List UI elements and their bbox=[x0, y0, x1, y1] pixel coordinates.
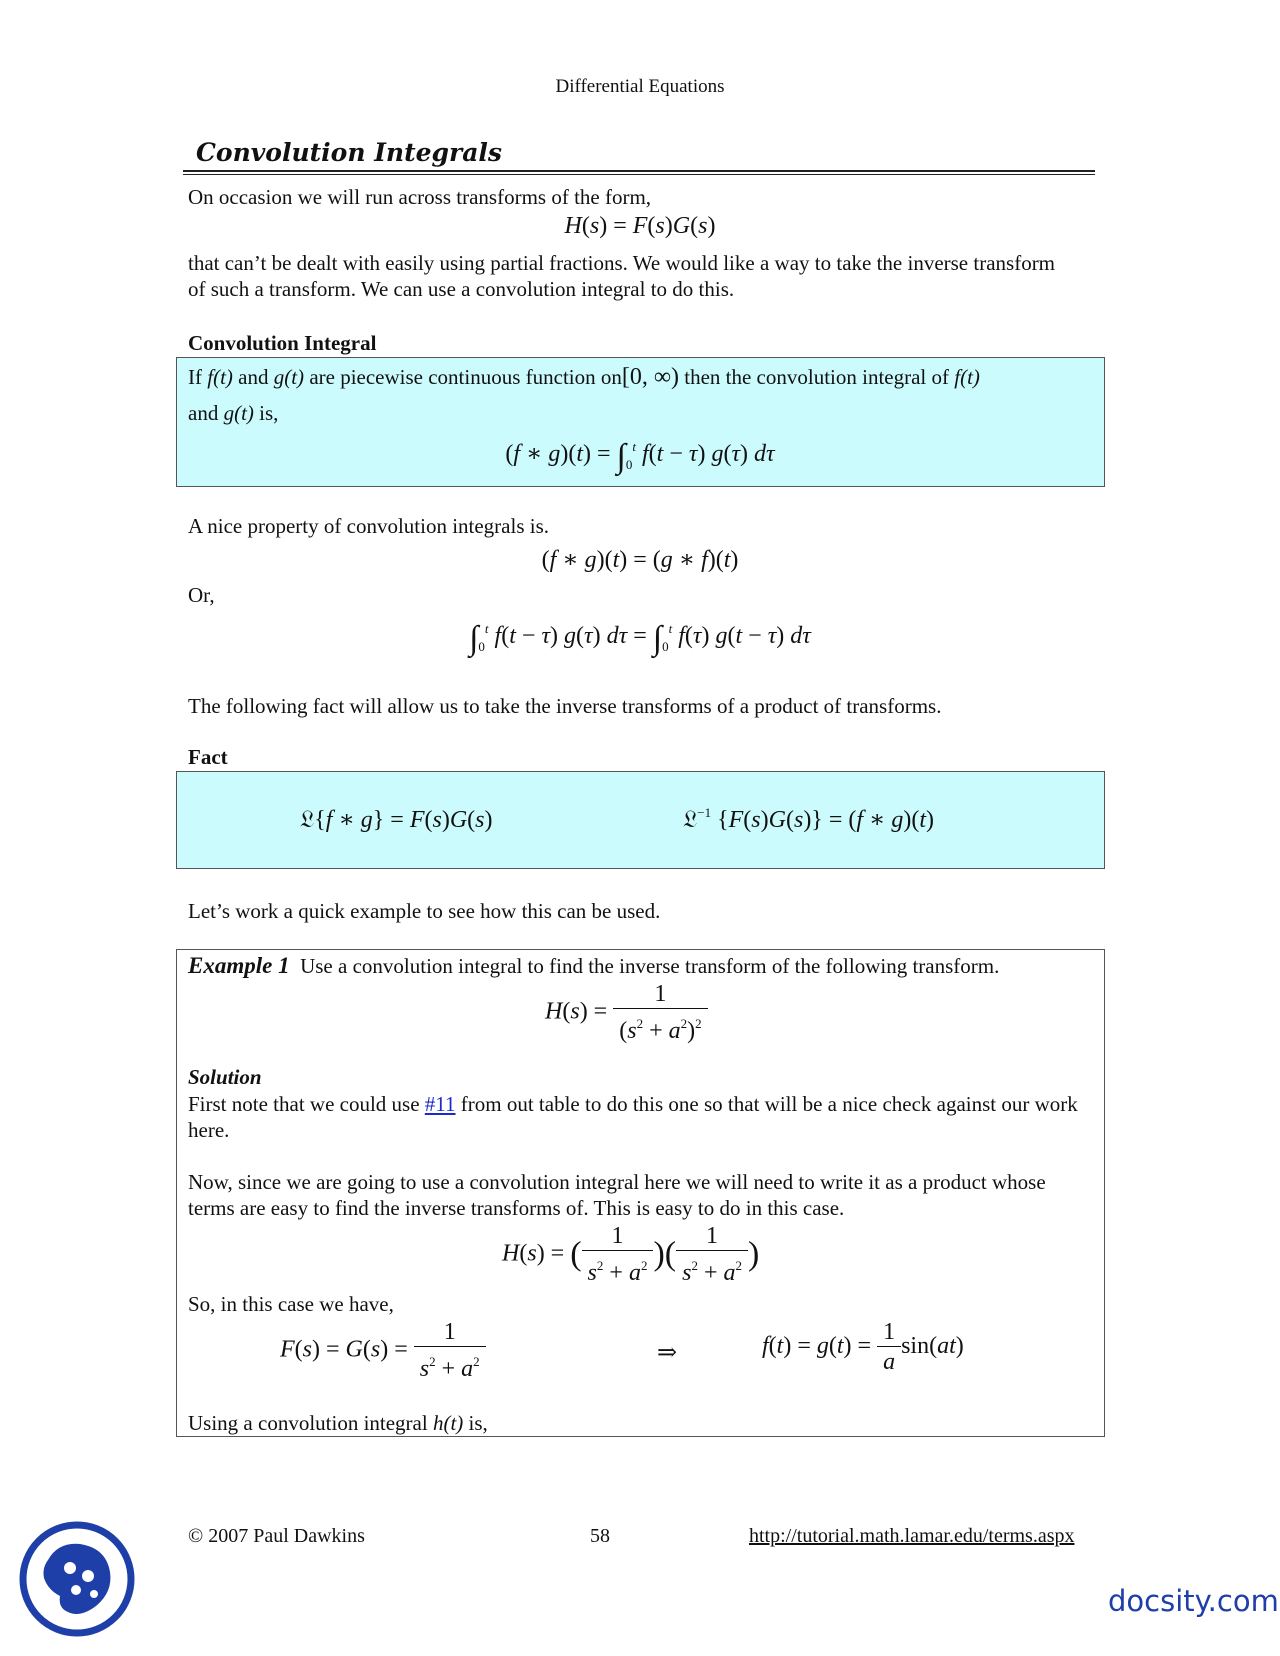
so-line: So, in this case we have, bbox=[188, 1292, 394, 1316]
using-line: Using a convolution integral h(t) is, bbox=[188, 1411, 488, 1435]
example-prompt-line: Example 1 Use a convolution integral to find the inverse transform of the following transform. bbox=[188, 953, 1000, 978]
h-product-formula: H(s) = ( $\frac{1}{s^2 + a^2}$ )( $\frac{1}{s^2 + a^2}$ ) bbox=[502, 1223, 760, 1286]
fg-time-formula: f(t) = g(t) = $\frac{1}{a}$ sin(at) bbox=[762, 1319, 964, 1375]
section-title: Convolution Integrals bbox=[196, 138, 502, 167]
intro-paragraph: that can’t be dealt with easily using partial fractions. We would like a way to take the inverse transform of such a transform. We can use a convolution integral to do this. bbox=[188, 251, 1056, 301]
solution-paragraph-2: Now, since we are going to use a convolution integral here we will need to write it as a product whose terms are easy to find the inverse transforms of. This is easy to do in this case. bbox=[188, 1170, 1046, 1220]
definition-heading: Convolution Integral bbox=[188, 331, 377, 355]
commutative-formula: (f ∗ g)(t) = (g ∗ f)(t) bbox=[541, 547, 739, 573]
docsity-brand-text: docsity.com bbox=[1108, 1584, 1279, 1618]
integral-equality-formula: $\int_0^t$ f(t − τ) g(τ) $d\tau = \int_0^t$ f(τ) g(t − τ) dτ bbox=[469, 620, 811, 657]
property-line: A nice property of convolution integrals is. bbox=[188, 514, 550, 538]
or-label: Or, bbox=[188, 583, 215, 607]
convolution-formula: (f ∗ $g)(t) = \int_0^t$ f(t − τ) g(τ) dτ bbox=[505, 438, 775, 475]
example-label: Example 1 bbox=[188, 953, 290, 978]
page-header-title: Differential Equations bbox=[555, 76, 725, 97]
fact-formula-laplace: 𝔏{f ∗ g} = F(s)G(s) bbox=[300, 807, 493, 833]
definition-text-line2: and g(t) is, bbox=[188, 401, 279, 425]
fact-heading: Fact bbox=[188, 745, 228, 769]
implies-arrow: ⇒ bbox=[657, 1340, 678, 1366]
footer-page-number: 58 bbox=[590, 1525, 610, 1547]
definition-text-line1: If f(t) and g(t) are piecewise continuous function on[0, ∞) then the convolution integral of f(t) bbox=[188, 364, 980, 390]
intro-line: On occasion we will run across transforms of the form, bbox=[188, 185, 652, 209]
formula-h-equals-fg: H(s) = F(s)G(s) bbox=[564, 213, 716, 239]
solution-heading: Solution bbox=[188, 1065, 262, 1089]
table-entry-11-link[interactable]: #11 bbox=[424, 1092, 456, 1116]
solution-paragraph-1: First note that we could use #11 from out table to do this one so that will be a nice check against our work here. bbox=[188, 1092, 1078, 1142]
footer-copyright: © 2007 Paul Dawkins bbox=[188, 1525, 365, 1547]
interval: [0, ∞) bbox=[621, 364, 679, 390]
example-h-formula: H(s) = $\frac{1}{(s^2 + a^2)^2}$ bbox=[545, 980, 708, 1046]
example-intro: Let’s work a quick example to see how this can be used. bbox=[188, 899, 661, 923]
title-rule bbox=[183, 170, 1095, 175]
footer-terms-link[interactable]: http://tutorial.math.lamar.edu/terms.aspx bbox=[749, 1525, 1075, 1547]
fact-formula-inverse: 𝔏$^{-1}$ {F(s)G(s)} = (f ∗ g)(t) bbox=[683, 805, 934, 833]
fg-transform-formula: F(s) = G(s) = $\frac{1}{s^2 + a^2}$ bbox=[280, 1318, 486, 1384]
docsity-logo-icon bbox=[18, 1520, 136, 1638]
fact-intro: The following fact will allow us to take the inverse transforms of a product of transforms. bbox=[188, 694, 942, 718]
